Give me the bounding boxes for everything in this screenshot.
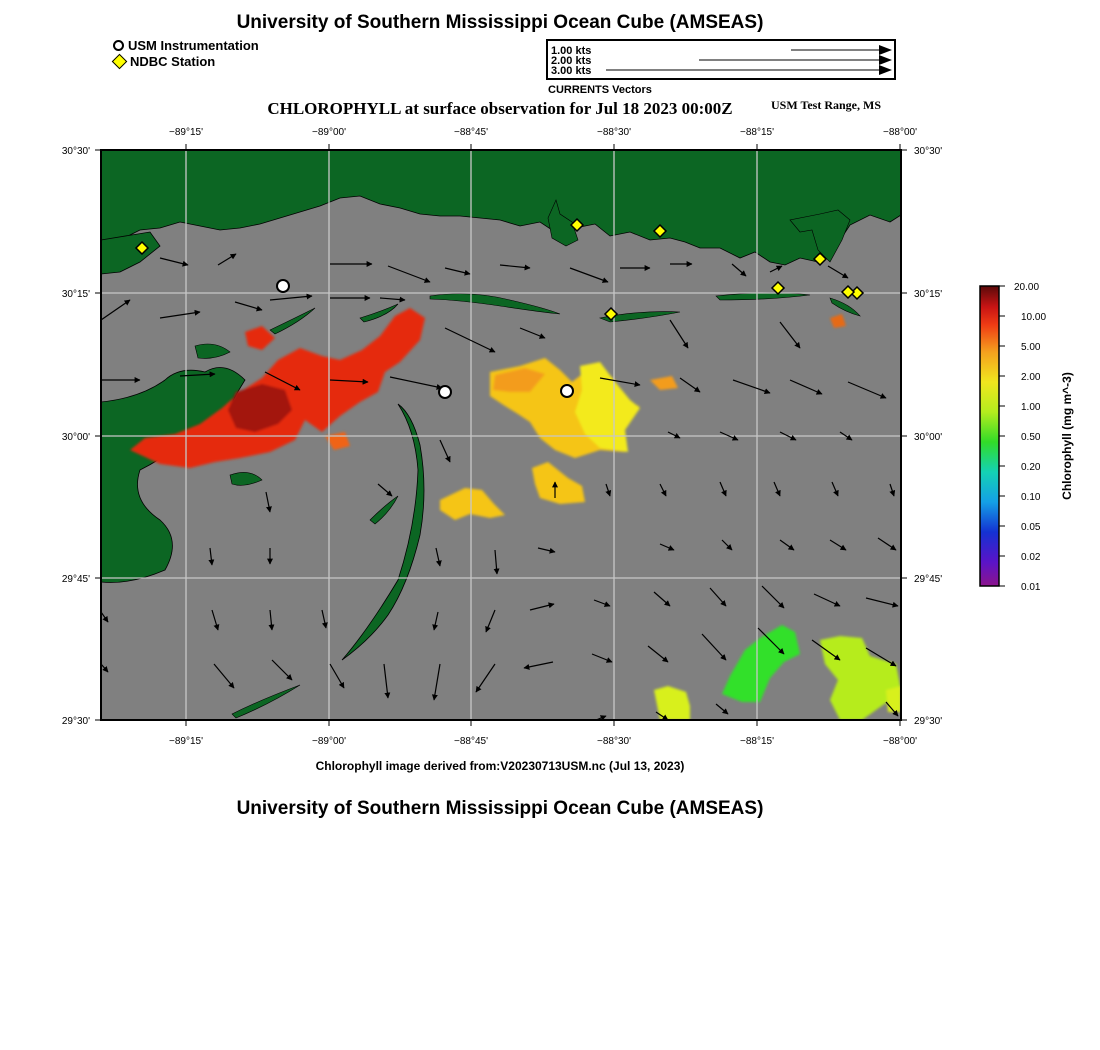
footer-title: University of Southern Mississippi Ocean Cube (AMSEAS) — [236, 798, 764, 819]
colorbar-label: 20.00 — [1014, 282, 1040, 293]
colorbar-label: 0.05 — [1021, 522, 1041, 533]
colorbar-ticks — [999, 286, 1005, 586]
usm-station-3[interactable] — [561, 385, 573, 397]
colorbar-label: 1.00 — [1021, 402, 1041, 413]
lat-labels-left — [62, 146, 90, 727]
lon-label-top: −88°45' — [454, 127, 488, 138]
colorbar-label: 2.00 — [1021, 372, 1041, 383]
lat-label-right: 30°30' — [914, 146, 943, 157]
colorbar-label: 0.01 — [1021, 582, 1041, 593]
lat-label-right: 29°45' — [914, 574, 943, 585]
colorbar-label: 10.00 — [1021, 312, 1047, 323]
legend-usm-label: USM Instrumentation — [128, 38, 259, 53]
lon-label-top: −89°00' — [312, 127, 346, 138]
lon-label-bottom: −89°15' — [169, 736, 203, 747]
lon-label-bottom: −89°00' — [312, 736, 346, 747]
colorbar-label: 0.20 — [1021, 462, 1041, 473]
map-subtitle: CHLOROPHYLL at surface observation for Jul 18 2023 00:00Z — [267, 99, 733, 118]
lon-labels-bottom — [169, 736, 917, 747]
lon-labels-top — [169, 127, 917, 138]
usm-station-1[interactable] — [277, 280, 289, 292]
map-frame — [101, 150, 901, 720]
lat-label-left: 30°30' — [61, 146, 90, 157]
vector-key-label-2: 2.00 kts — [551, 55, 592, 67]
range-label: USM Test Range, MS — [771, 98, 882, 112]
colorbar-label: 0.10 — [1021, 492, 1041, 503]
lat-label-left: 30°15' — [61, 289, 90, 300]
lat-label-left: 29°30' — [61, 716, 90, 727]
colorbar-label: 0.02 — [1021, 552, 1041, 563]
colorbar — [975, 278, 1085, 598]
lon-label-top: −88°15' — [740, 127, 774, 138]
lat-label-right: 30°00' — [914, 432, 943, 443]
lon-label-top: −88°00' — [883, 127, 917, 138]
lat-labels-right — [914, 146, 942, 727]
chl-patch-lime-3 — [886, 686, 901, 712]
vector-key-label-3: 3.00 kts — [551, 65, 592, 77]
lon-label-bottom: −88°15' — [740, 736, 774, 747]
lon-label-bottom: −88°45' — [454, 736, 488, 747]
lat-label-left: 30°00' — [61, 432, 90, 443]
colorbar-labels — [1014, 282, 1046, 593]
lon-label-bottom: −88°00' — [883, 736, 917, 747]
lat-label-right: 29°30' — [914, 716, 943, 727]
lat-label-left: 29°45' — [61, 574, 90, 585]
lon-label-top: −88°30' — [597, 127, 631, 138]
lat-label-right: 30°15' — [914, 289, 943, 300]
legend-ndbc-label: NDBC Station — [130, 54, 216, 69]
vector-key-caption: CURRENTS Vectors — [548, 84, 652, 96]
vector-key-label-1: 1.00 kts — [551, 45, 592, 57]
usm-station-2[interactable] — [439, 386, 451, 398]
colorbar-label: 5.00 — [1021, 342, 1041, 353]
colorbar-label: 0.50 — [1021, 432, 1041, 443]
lon-label-top: −89°15' — [169, 127, 203, 138]
page-title: University of Southern Mississippi Ocean Cube (AMSEAS) — [236, 12, 764, 33]
colorbar-title: Chlorophyll (mg m^-3) — [1060, 372, 1074, 500]
source-caption: Chlorophyll image derived from:V20230713USM.nc (Jul 13, 2023) — [315, 759, 685, 773]
colorbar-ramp — [980, 286, 999, 586]
lon-label-bottom: −88°30' — [597, 736, 631, 747]
